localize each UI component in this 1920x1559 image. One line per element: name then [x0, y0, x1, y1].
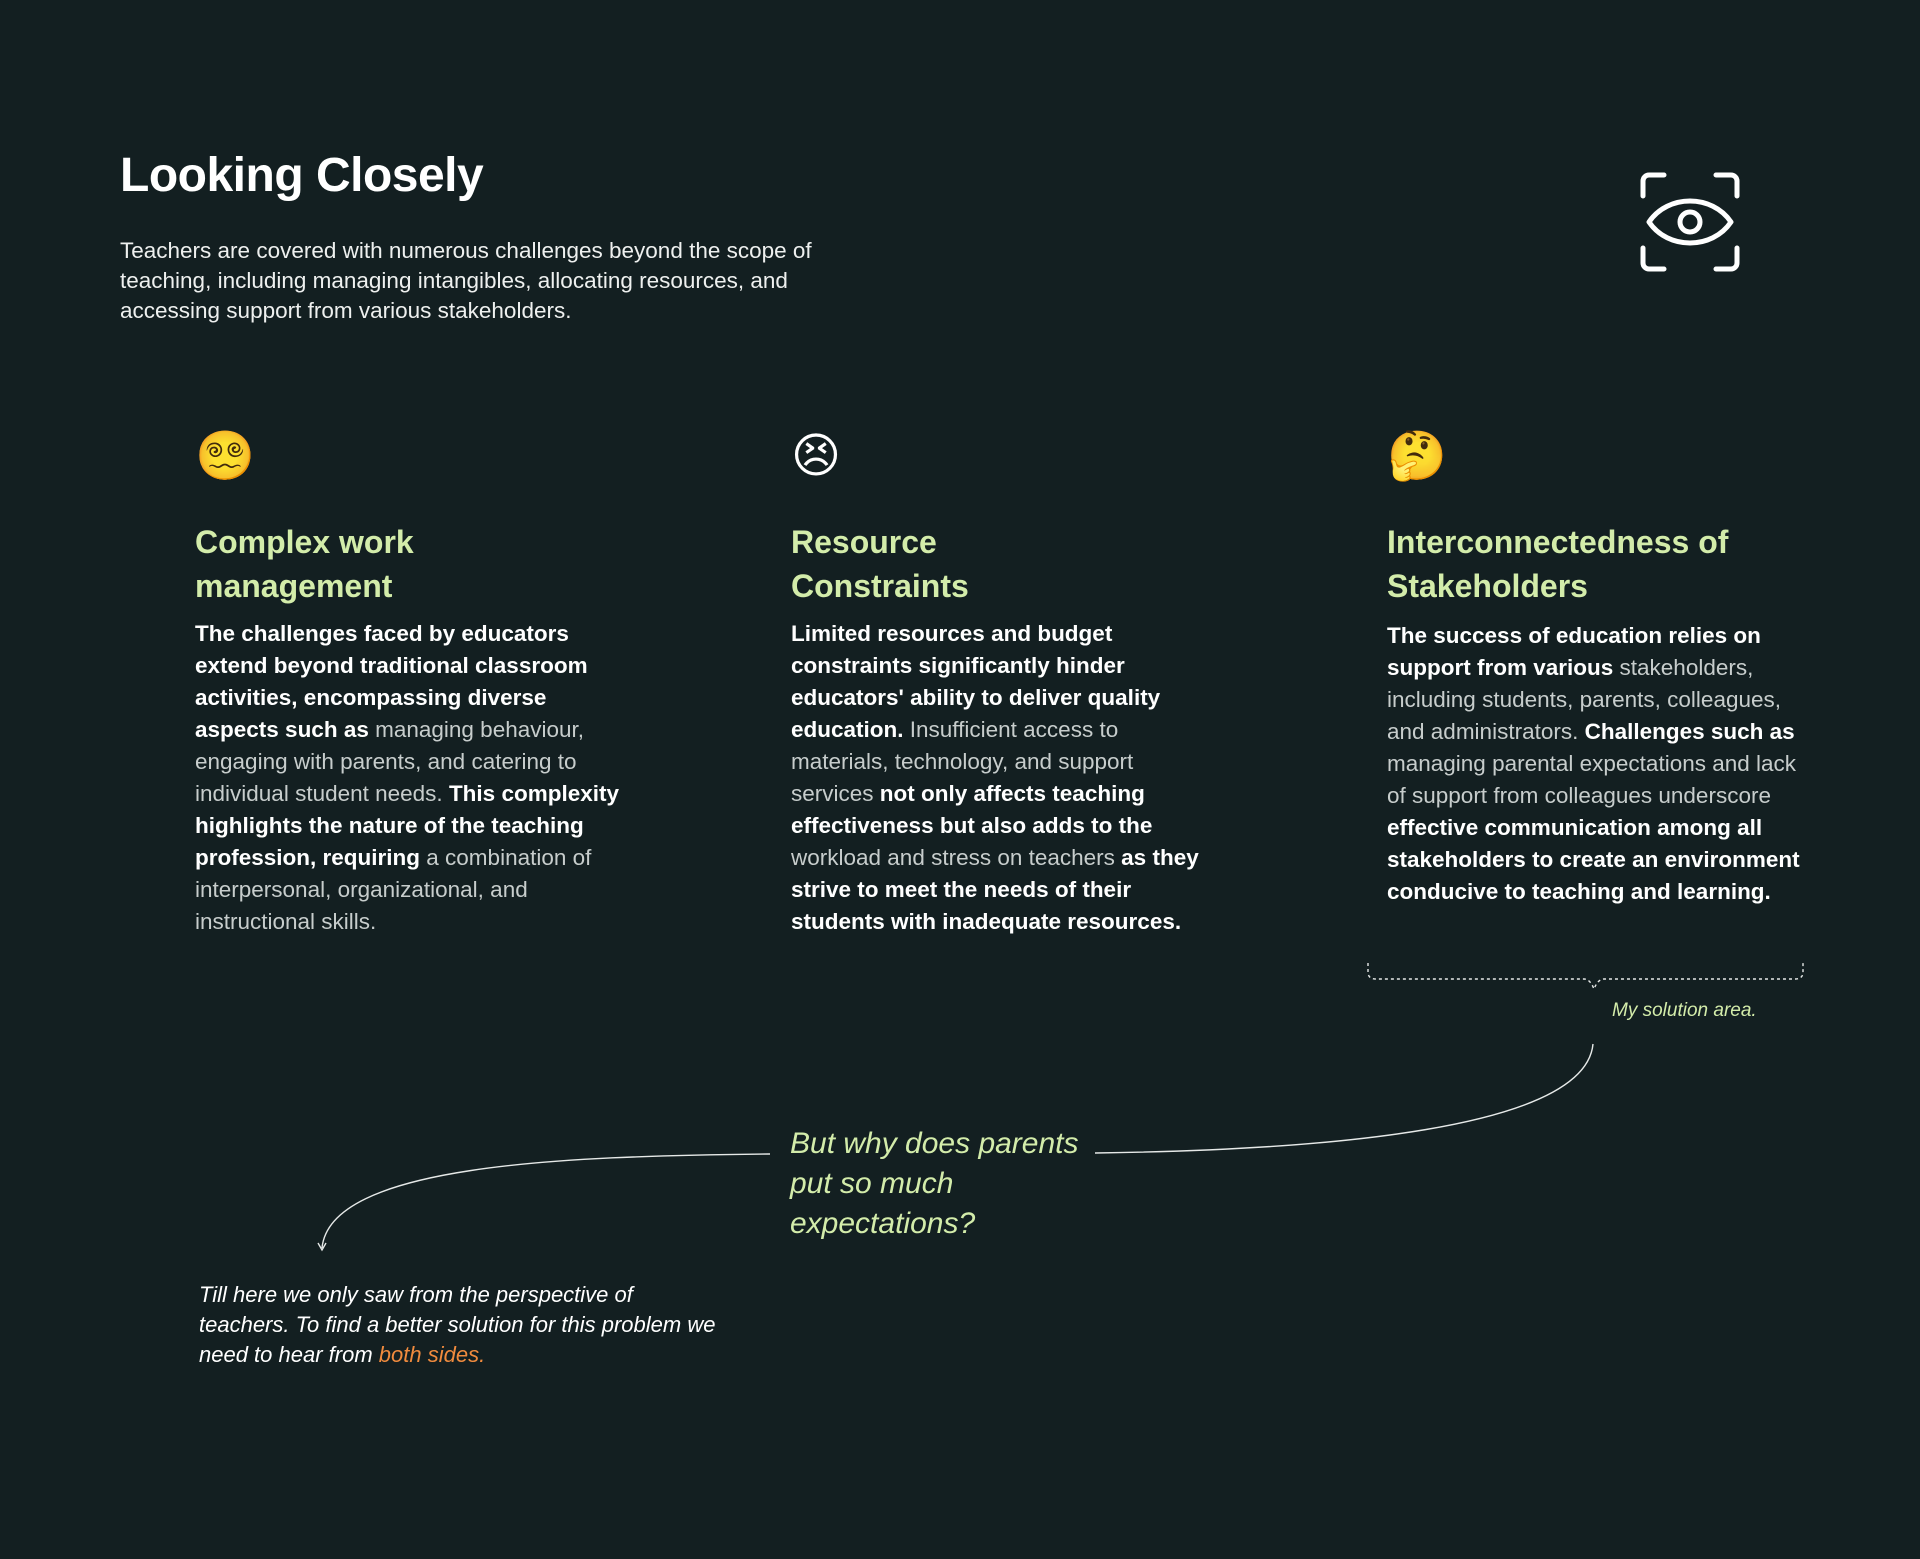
body-bold-text: The success of education relies on support from various	[1387, 623, 1761, 680]
footnote	[199, 1280, 719, 1370]
card-title-line: Interconnectedness of	[1387, 524, 1729, 560]
card-title-line: Stakeholders	[1387, 568, 1588, 604]
card-title-line: management	[195, 568, 393, 604]
body-bold-text: as they strive to meet the needs of their students with inadequate resources.	[791, 845, 1199, 934]
card-title	[1387, 520, 1787, 608]
card-title-line: Resource	[791, 524, 937, 560]
body-light-text: a combination of interpersonal, organizational, and instructional skills.	[195, 845, 592, 934]
page-title: Looking Closely	[120, 149, 484, 202]
challenge-card-complex-work	[195, 426, 619, 934]
eye-scan-icon	[1640, 172, 1740, 272]
right-connector-curve	[1095, 1044, 1593, 1153]
footnote-accent: both sides.	[378, 1342, 486, 1367]
card-title-line: Constraints	[791, 568, 969, 604]
body-light-text: managing behaviour, engaging with parents, and catering to individual student needs.	[195, 717, 585, 806]
body-bold-text: This complexity highlights the nature of the teaching profession, requiring	[195, 781, 619, 870]
question-callout: But why does parents put so much expectations?	[790, 1127, 1079, 1240]
card-title	[791, 520, 1091, 608]
intro-paragraph: Teachers are covered with numerous challenges beyond the scope of teaching, including managing intangibles, allocating resources, and accessing support from various stakeholders.	[120, 238, 812, 323]
card-title-line: Complex work	[195, 524, 414, 560]
body-light-text: Insufficient access to materials, technology, and support services	[791, 717, 1134, 806]
body-bold-text: Limited resources and budget constraints significantly hinder educators' ability to deliver quality education.	[791, 621, 1161, 742]
card-body	[1387, 620, 1817, 908]
left-connector-curve	[322, 1154, 770, 1248]
body-bold-text: The challenges faced by educators extend beyond traditional classroom activities, encompassing diverse aspects such as	[195, 621, 588, 742]
solution-brace	[1368, 963, 1803, 989]
body-bold-text: not only affects teaching effectiveness but also adds to the	[791, 781, 1153, 838]
thinking-face-icon: 🤔	[1387, 428, 1447, 484]
card-title	[195, 520, 495, 608]
body-bold-text: effective communication among all stakeholders to create an environment conducive to teaching and learning.	[1387, 815, 1800, 904]
arrow-head-icon	[318, 1243, 326, 1250]
challenge-card-resource-constraints	[791, 426, 1199, 934]
dizzy-face-icon: 😵‍💫	[195, 428, 255, 484]
body-light-text: managing parental expectations and lack of support from colleagues underscore	[1387, 751, 1797, 808]
card-body	[791, 618, 1211, 938]
body-bold-text: Challenges such as	[1578, 719, 1795, 744]
footnote-text: Till here we only saw from the perspective of teachers. To find a better solution for this problem we need to hear from	[199, 1282, 716, 1367]
solution-area-note: My solution area.	[1612, 1000, 1757, 1021]
body-light-text: stakeholders, including students, parents, colleagues, and administrators.	[1387, 655, 1782, 744]
challenge-card-stakeholders	[1387, 426, 1800, 904]
card-body	[195, 618, 635, 938]
persevering-face-icon: 😣	[791, 428, 842, 484]
body-light-text: workload and stress on teachers	[791, 845, 1115, 870]
